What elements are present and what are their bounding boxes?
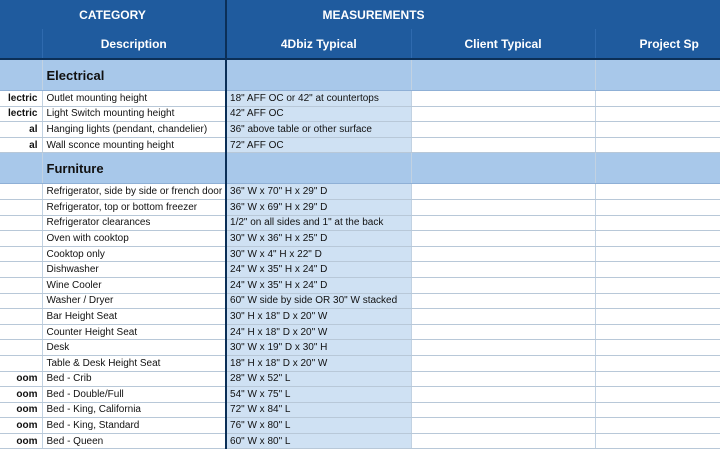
client-typical-cell[interactable]	[411, 433, 595, 449]
table-row	[0, 402, 720, 418]
description-cell[interactable]: Washer / Dryer	[42, 293, 226, 309]
project-specific-cell[interactable]	[595, 371, 720, 387]
project-specific-cell[interactable]	[595, 418, 720, 434]
client-typical-cell[interactable]	[411, 324, 595, 340]
table-row	[0, 277, 720, 293]
4dbiz-typical-cell[interactable]: 30" W x 36" H x 25" D	[226, 231, 411, 247]
4dbiz-typical-cell[interactable]: 28" W x 52" L	[226, 371, 411, 387]
category-cell[interactable]: al	[0, 122, 42, 138]
category-cell[interactable]	[0, 231, 42, 247]
project-specific-cell[interactable]	[595, 215, 720, 231]
header-row-columns	[0, 29, 720, 59]
client-typical-cell[interactable]	[411, 418, 595, 434]
client-typical-cell[interactable]	[411, 215, 595, 231]
category-cell[interactable]	[0, 340, 42, 356]
description-cell[interactable]: Hanging lights (pendant, chandelier)	[42, 122, 226, 138]
category-cell[interactable]	[0, 246, 42, 262]
table-row	[0, 91, 720, 107]
4dbiz-typical-cell[interactable]: 36" W x 69" H x 29" D	[226, 199, 411, 215]
category-cell[interactable]: lectric	[0, 106, 42, 122]
table-row	[0, 324, 720, 340]
section-label-furniture[interactable]: Furniture	[42, 153, 226, 184]
project-specific-cell[interactable]	[595, 106, 720, 122]
4dbiz-typical-cell[interactable]: 18" H x 18" D x 20" W	[226, 355, 411, 371]
client-typical-cell[interactable]	[411, 402, 595, 418]
category-header[interactable]: CATEGORY	[0, 0, 226, 29]
client-typical-cell[interactable]	[411, 355, 595, 371]
project-specific-cell[interactable]	[595, 184, 720, 200]
header-row-groups	[0, 0, 720, 29]
description-cell[interactable]: Outlet mounting height	[42, 91, 226, 107]
client-typical-cell[interactable]	[411, 137, 595, 153]
category-cell[interactable]: oom	[0, 387, 42, 403]
project-specific-header[interactable]: Project Sp	[595, 29, 720, 59]
client-typical-cell[interactable]	[411, 309, 595, 325]
client-typical-cell[interactable]	[411, 262, 595, 278]
description-cell[interactable]: Counter Height Seat	[42, 324, 226, 340]
category-cell[interactable]	[0, 215, 42, 231]
description-cell[interactable]: Light Switch mounting height	[42, 106, 226, 122]
description-cell[interactable]: Wine Cooler	[42, 277, 226, 293]
description-cell[interactable]: Cooktop only	[42, 246, 226, 262]
table-row	[0, 184, 720, 200]
project-specific-cell[interactable]	[595, 309, 720, 325]
table-row	[0, 371, 720, 387]
4dbiz-typical-cell[interactable]: 72" AFF OC	[226, 137, 411, 153]
4dbiz-typical-cell[interactable]: 30" H x 18" D x 20" W	[226, 309, 411, 325]
client-typical-cell[interactable]	[411, 277, 595, 293]
4dbiz-typical-cell[interactable]: 60" W x 80" L	[226, 433, 411, 449]
4dbiz-typical-cell[interactable]: 30" W x 4" H x 22" D	[226, 246, 411, 262]
4dbiz-typical-cell[interactable]: 72" W x 84" L	[226, 402, 411, 418]
client-typical-cell[interactable]	[411, 340, 595, 356]
project-specific-cell[interactable]	[595, 262, 720, 278]
category-cell[interactable]: oom	[0, 402, 42, 418]
category-col-header[interactable]	[0, 29, 42, 59]
client-typical-cell[interactable]	[411, 106, 595, 122]
description-cell[interactable]: Bed - Crib	[42, 371, 226, 387]
table-row	[0, 106, 720, 122]
4dbiz-typical-cell[interactable]: 54" W x 75" L	[226, 387, 411, 403]
category-cell[interactable]: al	[0, 137, 42, 153]
4dbiz-typical-cell[interactable]: 60" W side by side OR 30" W stacked	[226, 293, 411, 309]
4dbiz-typical-cell[interactable]: 36" W x 70" H x 29" D	[226, 184, 411, 200]
table-row	[0, 137, 720, 153]
4dbiz-typical-cell[interactable]: 24" H x 18" D x 20" W	[226, 324, 411, 340]
table-row	[0, 262, 720, 278]
project-specific-cell[interactable]	[595, 324, 720, 340]
description-cell[interactable]: Refrigerator, top or bottom freezer	[42, 199, 226, 215]
category-cell[interactable]	[0, 355, 42, 371]
project-specific-cell[interactable]	[595, 231, 720, 247]
description-cell[interactable]: Dishwasher	[42, 262, 226, 278]
table-row	[0, 340, 720, 356]
client-typical-cell[interactable]	[411, 293, 595, 309]
category-cell[interactable]	[0, 277, 42, 293]
description-cell[interactable]: Bed - Double/Full	[42, 387, 226, 403]
project-specific-cell[interactable]	[595, 402, 720, 418]
project-specific-cell[interactable]	[595, 137, 720, 153]
project-specific-cell[interactable]	[595, 91, 720, 107]
client-typical-cell[interactable]	[411, 199, 595, 215]
client-typical-cell[interactable]	[411, 387, 595, 403]
4dbiz-typical-cell[interactable]: 1/2" on all sides and 1" at the back	[226, 215, 411, 231]
table-row	[0, 309, 720, 325]
description-cell[interactable]: Wall sconce mounting height	[42, 137, 226, 153]
category-cell[interactable]: oom	[0, 433, 42, 449]
project-specific-cell[interactable]	[595, 355, 720, 371]
4dbiz-typical-cell[interactable]: 42" AFF OC	[226, 106, 411, 122]
description-cell[interactable]: Desk	[42, 340, 226, 356]
category-cell[interactable]	[0, 199, 42, 215]
table-row	[0, 433, 720, 449]
category-cell[interactable]	[0, 293, 42, 309]
section-label-electrical[interactable]: Electrical	[42, 59, 226, 91]
client-typical-cell[interactable]	[411, 184, 595, 200]
project-specific-cell[interactable]	[595, 199, 720, 215]
measurements-header[interactable]: MEASUREMENTS	[226, 0, 720, 29]
section-electrical	[0, 59, 720, 91]
table-row	[0, 199, 720, 215]
client-typical-cell[interactable]	[411, 231, 595, 247]
section-furniture	[0, 153, 720, 184]
table-row	[0, 355, 720, 371]
4dbiz-typical-cell[interactable]: 30" W x 19" D x 30" H	[226, 340, 411, 356]
project-specific-cell[interactable]	[595, 433, 720, 449]
category-cell[interactable]	[0, 184, 42, 200]
description-cell[interactable]: Table & Desk Height Seat	[42, 355, 226, 371]
4dbiz-typical-header[interactable]: 4Dbiz Typical	[226, 29, 411, 59]
client-typical-cell[interactable]	[411, 371, 595, 387]
project-specific-cell[interactable]	[595, 340, 720, 356]
table-row	[0, 215, 720, 231]
description-cell[interactable]: Refrigerator, side by side or french door	[42, 184, 226, 200]
description-cell[interactable]: Bar Height Seat	[42, 309, 226, 325]
description-cell[interactable]: Bed - King, California	[42, 402, 226, 418]
category-cell[interactable]	[0, 324, 42, 340]
4dbiz-typical-cell[interactable]: 24" W x 35" H x 24" D	[226, 262, 411, 278]
description-cell[interactable]: Oven with cooktop	[42, 231, 226, 247]
project-specific-cell[interactable]	[595, 122, 720, 138]
client-typical-cell[interactable]	[411, 246, 595, 262]
table-row	[0, 122, 720, 138]
table-row	[0, 418, 720, 434]
project-specific-cell[interactable]	[595, 277, 720, 293]
project-specific-cell[interactable]	[595, 293, 720, 309]
table-row	[0, 231, 720, 247]
client-typical-header[interactable]: Client Typical	[411, 29, 595, 59]
4dbiz-typical-cell[interactable]: 76" W x 80" L	[226, 418, 411, 434]
category-cell[interactable]: lectric	[0, 91, 42, 107]
table-row	[0, 387, 720, 403]
category-cell[interactable]	[0, 262, 42, 278]
description-cell[interactable]: Bed - King, Standard	[42, 418, 226, 434]
description-cell[interactable]: Refrigerator clearances	[42, 215, 226, 231]
category-cell[interactable]: oom	[0, 371, 42, 387]
category-cell[interactable]	[0, 309, 42, 325]
description-header[interactable]: Description	[42, 29, 226, 59]
4dbiz-typical-cell[interactable]: 36" above table or other surface	[226, 122, 411, 138]
table-row	[0, 246, 720, 262]
project-specific-cell[interactable]	[595, 387, 720, 403]
4dbiz-typical-cell[interactable]: 18" AFF OC or 42" at countertops	[226, 91, 411, 107]
category-cell[interactable]: oom	[0, 418, 42, 434]
4dbiz-typical-cell[interactable]: 24" W x 35" H x 24" D	[226, 277, 411, 293]
description-cell[interactable]: Bed - Queen	[42, 433, 226, 449]
project-specific-cell[interactable]	[595, 246, 720, 262]
client-typical-cell[interactable]	[411, 122, 595, 138]
client-typical-cell[interactable]	[411, 91, 595, 107]
table-row	[0, 293, 720, 309]
